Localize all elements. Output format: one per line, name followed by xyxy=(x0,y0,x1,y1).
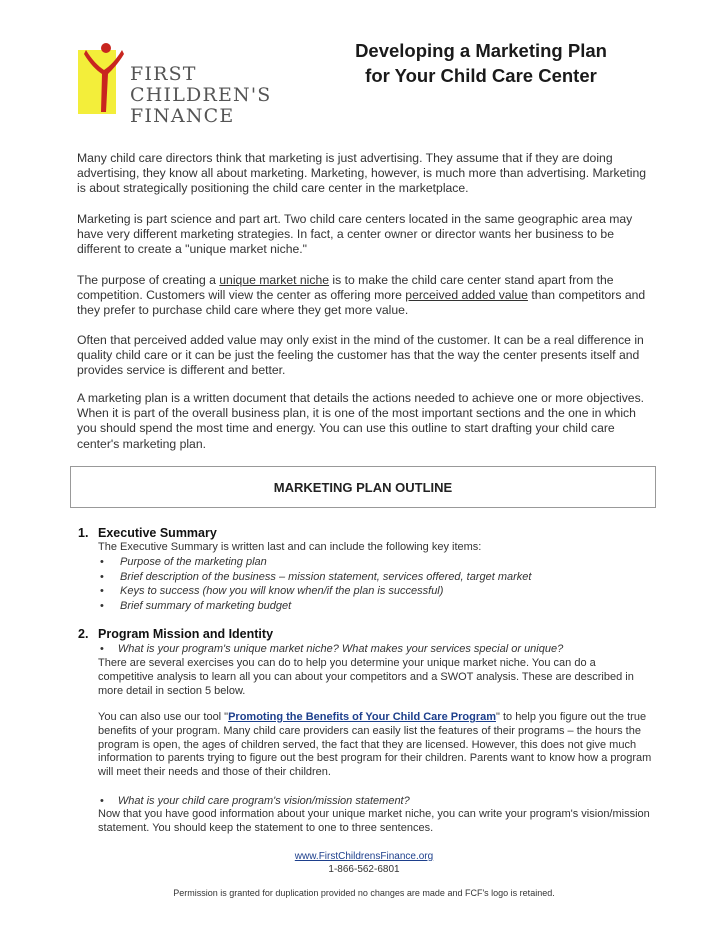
title-line-2: for Your Child Care Center xyxy=(365,65,597,86)
website-link[interactable]: www.FirstChildrensFinance.org xyxy=(294,851,434,862)
section-1-title: Executive Summary xyxy=(98,526,217,540)
section-1-heading xyxy=(78,526,217,540)
question-2-text: What is your child care program's vision/mission statement? xyxy=(117,795,410,807)
list-item: • Brief summary of marketing budget xyxy=(98,599,531,614)
bullet-icon: • xyxy=(100,643,104,655)
intro-paragraph-4: Often that perceived added value may only exist in the mind of the customer. It can be a real difference in quality child care or it can be just the feeling the customer has that the way the center presents itself and provides service is different and better. xyxy=(77,333,644,378)
title-line-1: Developing a Marketing Plan xyxy=(355,40,607,61)
organization-logo xyxy=(78,42,278,132)
question-1-text: What is your program's unique market niche? What makes your services special or unique? xyxy=(117,643,564,655)
footer-permission: Permission is granted for duplication provided no changes are made and FCF's logo is retained. xyxy=(173,888,555,898)
logo-line-2: CHILDREN'S xyxy=(130,84,272,106)
list-item: • Brief description of the business – mission statement, services offered, target market xyxy=(98,570,531,585)
intro-paragraph-3 xyxy=(77,273,657,319)
bullet-icon: • xyxy=(100,795,104,807)
section-2-paragraph-2 xyxy=(98,711,654,780)
p2-text-b: " to help you figure out the true benefits of your program. Many child care providers can easily list the features of their programs – the hours the program is open, the ages of children served, the fact that they are licensed. However, this does not give much information to parents trying to figure out the best program for their children. Parents want to know how a program will meet their needs and those of their children. xyxy=(98,711,652,779)
section-2-paragraph-3: Now that you have good information about your unique market niche, you can write your program's vision/mission statement. You should keep the statement to one to three sentences. xyxy=(98,808,650,834)
section-2-paragraph-1: There are several exercises you can do to help you determine your unique market niche. You can do a competitive analysis to learn all you can about your competitors and a SWOT analysis. These are described in more detail in section 5 below. xyxy=(98,657,634,697)
footer-phone: 1-866-562-6801 xyxy=(328,864,400,875)
unique-market-niche-term: unique market niche xyxy=(219,273,330,287)
section-1-list xyxy=(98,555,531,613)
list-item: • Purpose of the marketing plan xyxy=(98,555,531,570)
section-1-number: 1. xyxy=(78,526,89,540)
section-2-heading xyxy=(78,627,273,641)
p3-text-a: The purpose of creating a xyxy=(77,273,220,287)
intro-paragraph-2: Marketing is part science and part art. Two child care centers located in the same geographic area may have very different marketing strategies. In fact, a center owner or director wants her business to be different to create a "unique market niche." xyxy=(77,212,633,257)
footer-url[interactable] xyxy=(0,851,728,862)
logo-wordmark xyxy=(130,64,272,127)
p3-text-c: is to make the child care center stand apart from the competition. Customers will view the center as offering more xyxy=(77,273,614,303)
intro-paragraph-5: A marketing plan is a written document that details the actions needed to achieve one or more objectives. When it is part of the overall business plan, it is one of the most important sections and the one in which you should spend the most time and energy. You can use this outline to start drafting your child care center's marketing plan. xyxy=(77,391,645,451)
p3-text-e: than competitors and they prefer to purchase child care where they get more value. xyxy=(77,288,646,318)
list-item: • Keys to success (how you will know when/if the plan is successful) xyxy=(98,584,531,599)
section-2-title: Program Mission and Identity xyxy=(98,627,274,641)
p2-text-a: You can also use our tool " xyxy=(98,711,229,723)
logo-line-3: FINANCE xyxy=(130,105,235,127)
promoting-benefits-link[interactable]: Promoting the Benefits of Your Child Care Program xyxy=(228,711,496,723)
child-figure-icon xyxy=(82,42,126,122)
perceived-added-value-term: perceived added value xyxy=(405,288,528,303)
logo-line-1: FIRST xyxy=(130,63,197,85)
section-1-intro: The Executive Summary is written last and can include the following key items: xyxy=(98,541,482,553)
outline-title: MARKETING PLAN OUTLINE xyxy=(273,479,453,495)
section-2-number: 2. xyxy=(78,627,89,641)
page-title xyxy=(316,38,646,88)
section-2-question-1 xyxy=(100,643,563,655)
outline-heading-box xyxy=(70,466,656,508)
intro-paragraph-1: Many child care directors think that marketing is just advertising. They assume that if they are doing advertising, they know all about marketing. Marketing, however, is much more than advertising. Marketing is about strategically positioning the child care center in the marketplace. xyxy=(77,151,647,196)
section-2-question-2 xyxy=(100,795,410,807)
